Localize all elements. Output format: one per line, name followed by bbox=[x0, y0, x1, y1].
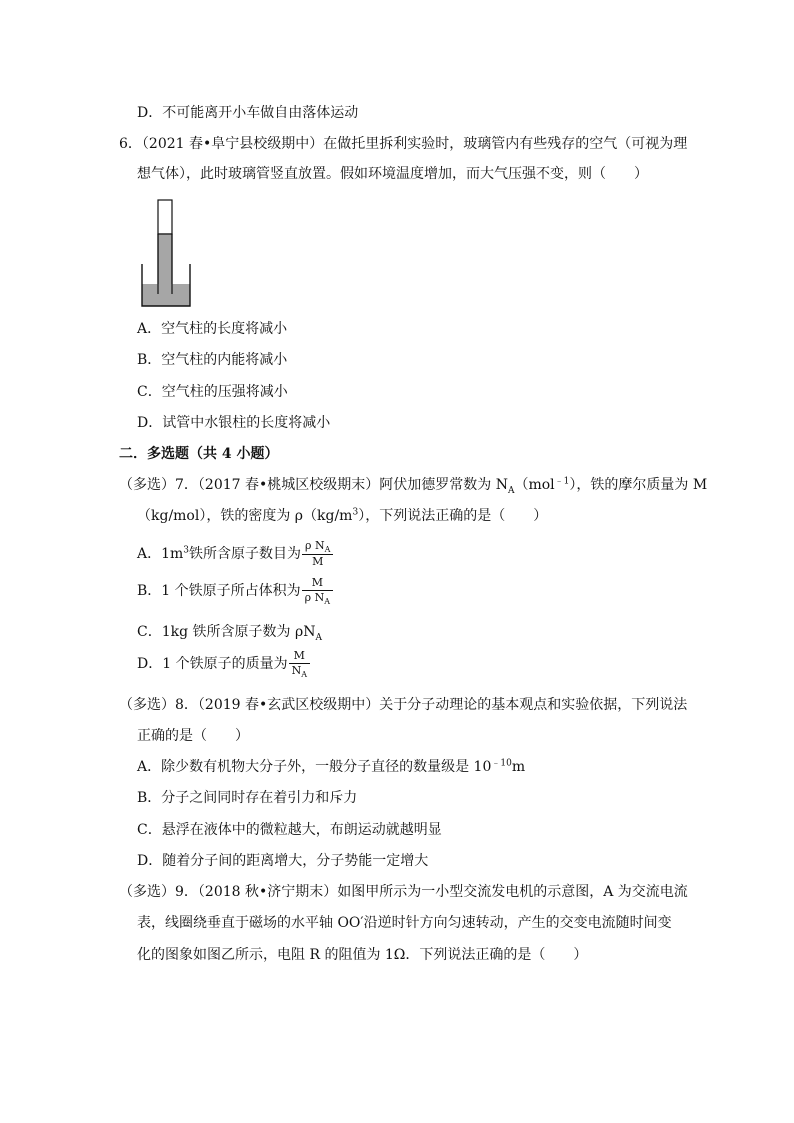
q6-option-d: D．试管中水银柱的长度将减小 bbox=[137, 415, 331, 431]
q6-stem-line2: 想气体），此时玻璃管竖直放置。假如环境温度增加，而大气压强不变，则（ ） bbox=[137, 166, 648, 182]
q7-option-d: D．1 个铁原子的质量为 $\frac{M}{N_A}$ bbox=[137, 648, 310, 680]
q6-option-b: B．空气柱的内能将减小 bbox=[137, 352, 288, 368]
q8-option-c: C．悬浮在液体中的微粒越大，布朗运动就越明显 bbox=[137, 822, 442, 838]
q9-stem-line3: 化的图象如图乙所示，电阻 R 的阻值为 1Ω．下列说法正确的是（ ） bbox=[137, 947, 588, 963]
q6-option-c: C．空气柱的压强将减小 bbox=[137, 384, 288, 400]
q7-stem-line2: （kg/mol），铁的密度为 $\rho(kg/m^3)$，下列说法正确的是（ ） bbox=[137, 507, 548, 524]
q8-option-b: B．分子之间同时存在着引力和斥力 bbox=[137, 790, 358, 806]
q8-option-d: D．随着分子间的距离增大，分子势能一定增大 bbox=[137, 853, 429, 869]
fraction: $\frac{\rho N_A}{M}$ bbox=[302, 539, 333, 569]
q7-stem-line1: （多选）7．（2017 春•桃城区校级期末）阿伏加德罗常数为 $N_A(mol^{﹣1})$，铁的摩尔质量为 M bbox=[119, 476, 708, 496]
q8-stem-line1: （多选）8．（2019 春•玄武区校级期中）关于分子动理论的基本观点和实验依据，下列说法 bbox=[119, 697, 688, 713]
section-title-multiple-choice: 二．多选题（共 4 小题） bbox=[119, 446, 279, 462]
fraction: $\frac{M}{\rho N_A}$ bbox=[302, 576, 333, 606]
q8-option-a: A．除少数有机物大分子外，一般分子直径的数量级是 $10^{﹣10}m$ bbox=[137, 758, 526, 775]
q7-option-c: C．1kg 铁所含原子数为 $\rho N_A$ bbox=[137, 624, 322, 643]
q8-stem-line2: 正确的是（ ） bbox=[137, 728, 249, 744]
mercury-column bbox=[158, 234, 172, 286]
q7-option-b: B．1 个铁原子所占体积为 $\frac{M}{\rho N_A}$ bbox=[137, 575, 333, 607]
q7-option-a: A．$1m^3$铁所含原子数目为 $\frac{\rho N_A}{M}$ bbox=[137, 538, 333, 570]
torricelli-apparatus-figure bbox=[136, 196, 196, 310]
mercury-basin bbox=[142, 284, 190, 306]
q5-option-d: D．不可能离开小车做自由落体运动 bbox=[137, 105, 359, 121]
q6-option-a: A．空气柱的长度将减小 bbox=[137, 321, 288, 337]
q6-stem-line1: 6．（2021 春•阜宁县校级期中）在做托里拆利实验时，玻璃管内有些残存的空气（可视为理 bbox=[119, 136, 688, 152]
q9-stem-line1: （多选）9．（2018 秋•济宁期末）如图甲所示为一小型交流发电机的示意图，A 为交流电流 bbox=[119, 884, 688, 900]
fraction: $\frac{M}{N_A}$ bbox=[289, 649, 310, 679]
air-column bbox=[158, 200, 172, 234]
q9-stem-line2: 表，线圈绕垂直于磁场的水平轴 OO′沿逆时针方向匀速转动，产生的交变电流随时间变 bbox=[137, 915, 672, 931]
